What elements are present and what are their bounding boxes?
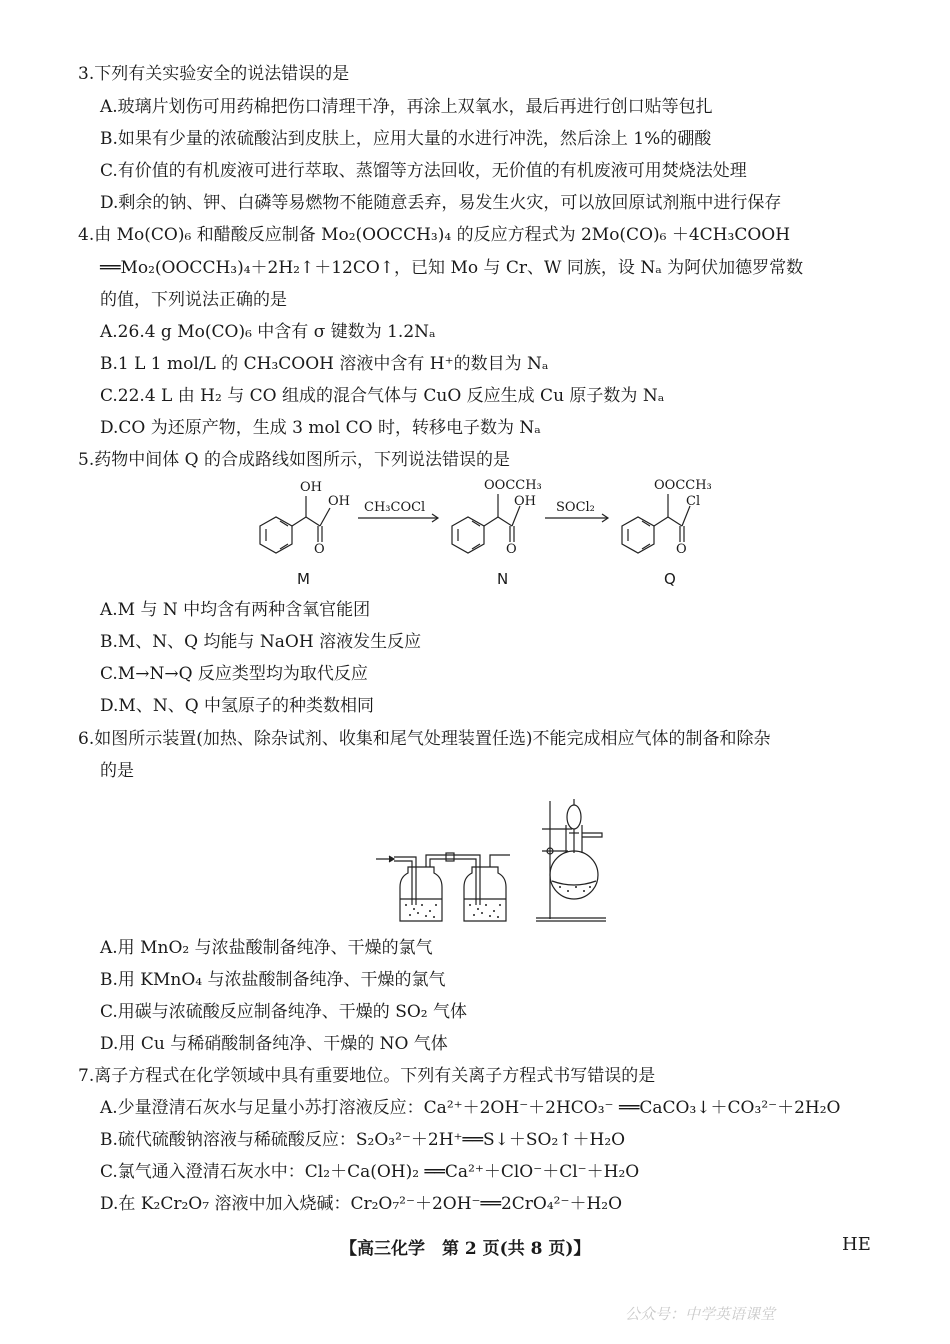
q5-option-b: B.M、N、Q 均能与 NaOH 溶液发生反应 [100,632,422,652]
q5-option-d: D.M、N、Q 中氢原子的种类数相同 [100,696,375,716]
m-oh-acid: OH [328,494,350,509]
q6-option-c: C.用碳与浓硫酸反应制备纯净、干燥的 SO₂ 气体 [100,1002,468,1022]
q3-option-b: B.如果有少量的浓硫酸沾到皮肤上，应用大量的水进行冲洗，然后涂上 1%的硼酸 [100,129,712,149]
watermark: 公众号：中学英语课堂 [625,1305,776,1323]
q4-option-d: D.CO 为还原产物，生成 3 mol CO 时，转移电子数为 Nₐ [100,418,541,438]
q-ester-group: OOCCH₃ [654,478,712,493]
molecule-m-label: M [297,570,310,588]
q5-option-c: C.M→N→Q 反应类型均为取代反应 [100,664,368,684]
q6-option-b: B.用 KMnO₄ 与浓盐酸制备纯净、干燥的氯气 [100,970,446,990]
q4-option-c: C.22.4 L 由 H₂ 与 CO 组成的混合气体与 CuO 反应生成 Cu 原子数为 Nₐ [100,386,665,406]
q4-option-a: A.26.4 g Mo(CO)₆ 中含有 σ 键数为 1.2Nₐ [100,322,436,342]
q4-option-b: B.1 L 1 mol/L 的 CH₃COOH 溶液中含有 H⁺的数目为 Nₐ [100,354,549,374]
m-carbonyl-o: O [314,542,325,557]
reagent-2: SOCl₂ [556,500,595,515]
footer-page-title: 【高三化学 第 2 页(共 8 页)】 [340,1239,591,1259]
q7-option-c: C.氯气通入澄清石灰水中：Cl₂＋Ca(OH)₂ ══Ca²⁺＋ClO⁻＋Cl⁻＋H₂O [100,1162,640,1182]
n-ester-group: OOCCH₃ [484,478,542,493]
m-oh-top: OH [300,480,322,495]
q6-stem-line2: 的是 [100,761,134,781]
footer-exam-code: HE [842,1234,871,1255]
q3-option-d: D.剩余的钠、钾、白磷等易燃物不能随意丢弃，易发生火灾，可以放回原试剂瓶中进行保存 [100,193,782,213]
q-chloride: Cl [686,494,701,509]
q6-option-a: A.用 MnO₂ 与浓盐酸制备纯净、干燥的氯气 [100,938,433,958]
q3-option-a: A.玻璃片划伤可用药棉把伤口清理干净，再涂上双氧水，最后再进行创口贴等包扎 [100,97,713,117]
n-oh-acid: OH [514,494,536,509]
q4-stem-line2: ══Mo₂(OOCCH₃)₄＋2H₂↑＋12CO↑，已知 Mo 与 Cr、W 同族，设 Nₐ 为阿伏加德罗常数 [100,258,804,278]
q6-stem-line1: 6.如图所示装置(加热、除杂试剂、收集和尾气处理装置任选)不能完成相应气体的制备和除杂 [78,729,771,749]
q4-stem-line3: 的值，下列说法正确的是 [100,290,287,310]
reagent-1: CH₃COCl [364,500,426,515]
q3-option-c: C.有价值的有机废液可进行萃取、蒸馏等方法回收，无价值的有机废液可用焚烧法处理 [100,161,747,181]
q5-option-a: A.M 与 N 中均含有两种含氧官能团 [100,600,371,620]
n-carbonyl-o: O [506,542,517,557]
q6-option-d: D.用 Cu 与稀硝酸制备纯净、干燥的 NO 气体 [100,1034,448,1054]
q4-stem-line1: 4.由 Mo(CO)₆ 和醋酸反应制备 Mo₂(OOCCH₃)₄ 的反应方程式为 2Mo(CO)₆ ＋4CH₃COOH [78,225,791,245]
q5-stem: 5.药物中间体 Q 的合成路线如图所示，下列说法错误的是 [78,450,510,470]
q7-option-a: A.少量澄清石灰水与足量小苏打溶液反应：Ca²⁺＋2OH⁻＋2HCO₃⁻ ══CaCO₃↓＋CO₃²⁻＋2H₂O [100,1098,841,1118]
apparatus-svg [370,795,610,930]
apparatus-diagram [370,795,610,930]
molecule-q-label: Q [664,570,676,588]
q7-option-b: B.硫代硫酸钠溶液与稀硫酸反应：S₂O₃²⁻＋2H⁺══S↓＋SO₂↑＋H₂O [100,1130,626,1150]
synthesis-scheme [240,472,720,592]
molecule-n-label: N [497,570,509,588]
q7-stem: 7.离子方程式在化学领域中具有重要地位。下列有关离子方程式书写错误的是 [78,1066,656,1086]
q7-option-d: D.在 K₂Cr₂O₇ 溶液中加入烧碱：Cr₂O₇²⁻＋2OH⁻══2CrO₄²⁻＋H₂O [100,1194,623,1214]
q-carbonyl-o: O [676,542,687,557]
q3-stem: 3.下列有关实验安全的说法错误的是 [78,64,350,84]
